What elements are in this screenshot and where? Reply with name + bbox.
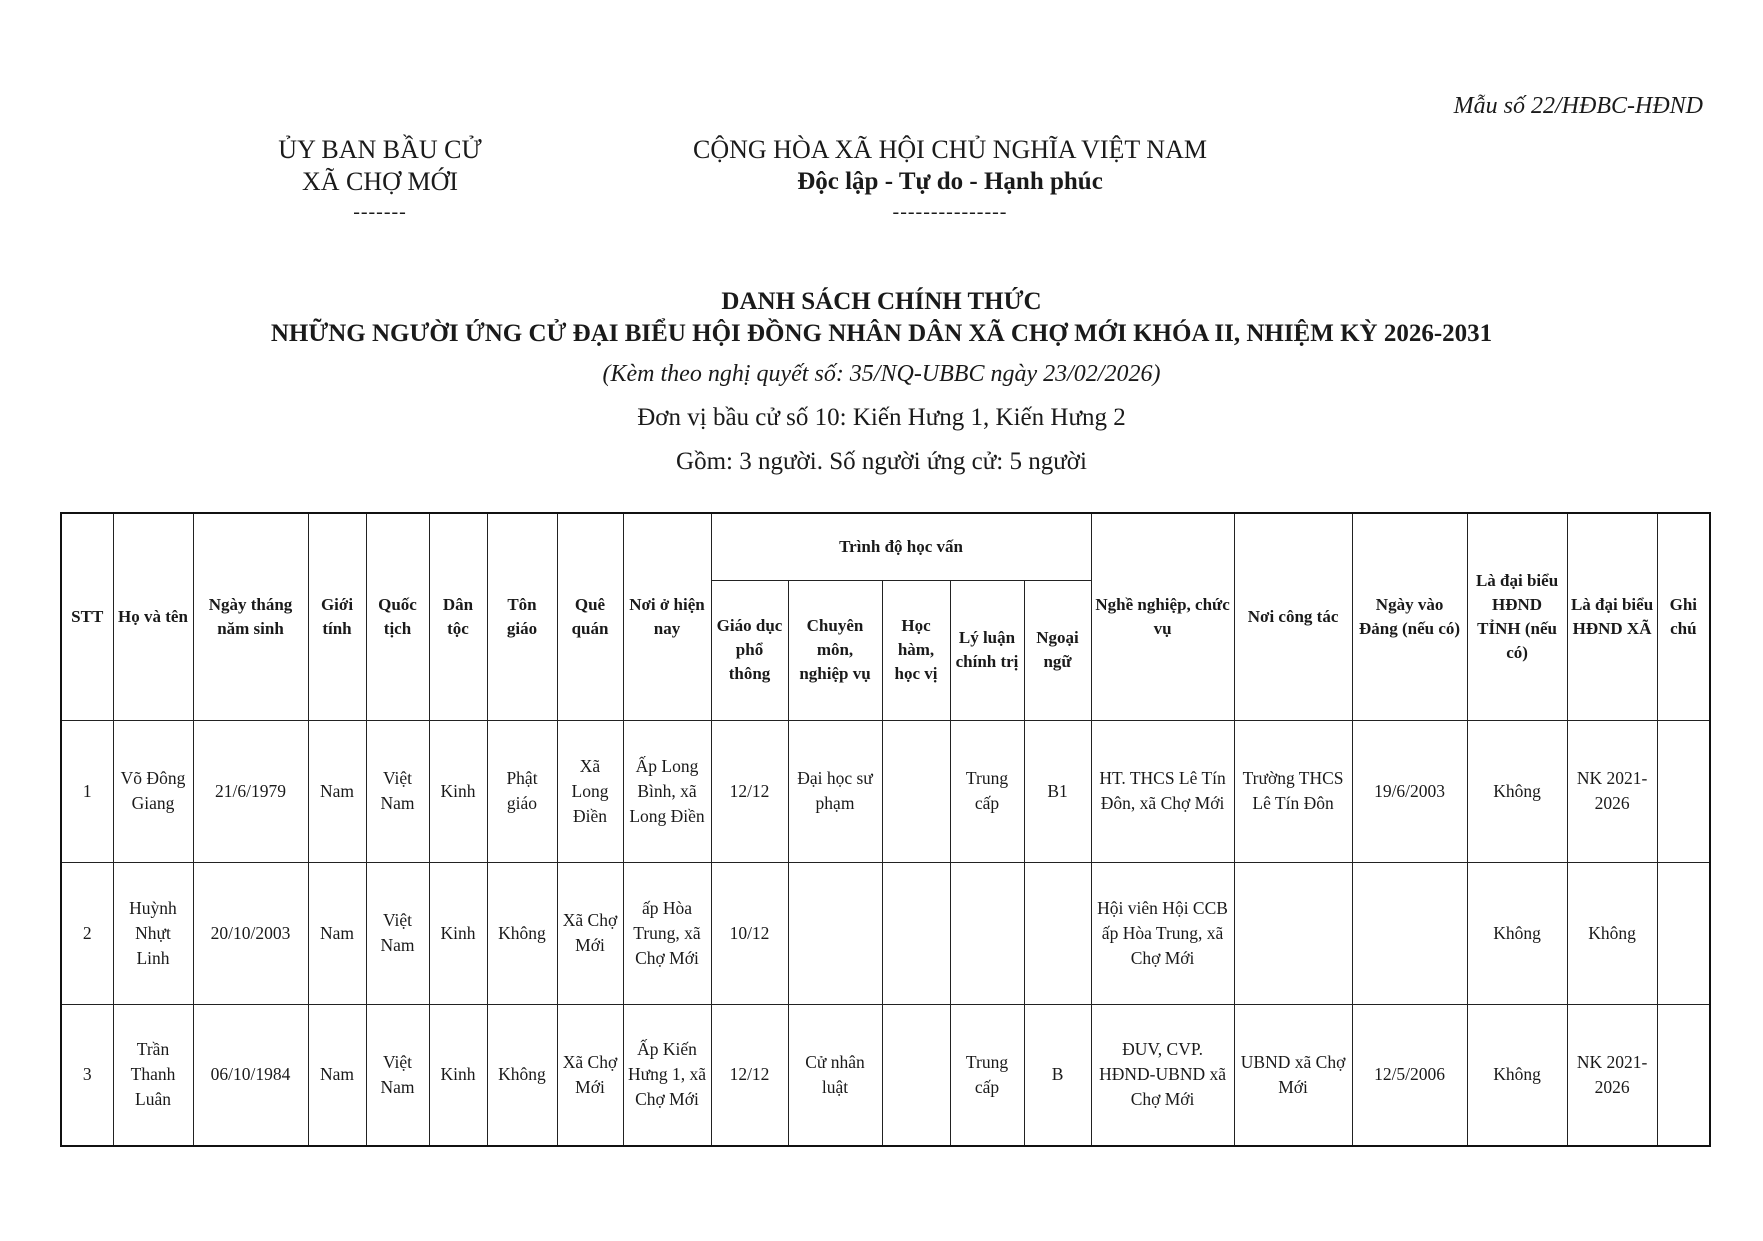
header-political: Lý luận chính trị	[950, 580, 1024, 720]
cell-commune-delegate: Không	[1567, 862, 1657, 1004]
cell-party-date	[1352, 862, 1467, 1004]
cell-academic	[882, 720, 950, 862]
header-education-group: Trình độ học vấn	[711, 513, 1091, 580]
cell-language: B1	[1024, 720, 1091, 862]
national-divider: ---------------	[892, 201, 1008, 223]
cell-specialty	[788, 862, 882, 1004]
table-row	[61, 720, 1710, 862]
cell-general-edu: 10/12	[711, 862, 788, 1004]
cell-specialty: Cử nhân luật	[788, 1004, 882, 1146]
form-number: Mẫu số 22/HĐBC-HĐND	[1453, 93, 1703, 119]
cell-dob: 21/6/1979	[193, 720, 308, 862]
cell-religion: Không	[487, 1004, 557, 1146]
cell-nationality: Việt Nam	[366, 1004, 429, 1146]
candidate-count: Gồm: 3 người. Số người ứng cử: 5 người	[676, 448, 1087, 475]
cell-stt: 1	[61, 720, 113, 862]
cell-province-delegate: Không	[1467, 720, 1567, 862]
authority-name: ỦY BAN BẦU CỬ	[278, 135, 482, 164]
cell-name: Huỳnh Nhựt Linh	[113, 862, 193, 1004]
cell-nationality: Việt Nam	[366, 862, 429, 1004]
cell-commune-delegate: NK 2021-2026	[1567, 720, 1657, 862]
cell-religion: Phật giáo	[487, 720, 557, 862]
cell-name: Võ Đông Giang	[113, 720, 193, 862]
header-stt: STT	[61, 513, 113, 720]
candidate-table	[60, 512, 1711, 1147]
document-title: DANH SÁCH CHÍNH THỨC	[721, 288, 1042, 315]
cell-occupation: Hội viên Hội CCB ấp Hòa Trung, xã Chợ Mới	[1091, 862, 1234, 1004]
authority-divider: -------	[353, 201, 407, 223]
cell-academic	[882, 862, 950, 1004]
header-hometown: Quê quán	[557, 513, 623, 720]
document-title-block	[0, 286, 1763, 484]
header-occupation: Nghề nghiệp, chức vụ	[1091, 513, 1234, 720]
table-row	[61, 1004, 1710, 1146]
cell-workplace: Trường THCS Lê Tín Đôn	[1234, 720, 1352, 862]
cell-residence: Ấp Kiến Hưng 1, xã Chợ Mới	[623, 1004, 711, 1146]
header-workplace: Nơi công tác	[1234, 513, 1352, 720]
cell-general-edu: 12/12	[711, 1004, 788, 1146]
cell-party-date: 12/5/2006	[1352, 1004, 1467, 1146]
header-party-date: Ngày vào Đảng (nếu có)	[1352, 513, 1467, 720]
national-header	[640, 134, 1260, 222]
cell-language: B	[1024, 1004, 1091, 1146]
cell-gender: Nam	[308, 1004, 366, 1146]
resolution-reference: (Kèm theo nghị quyết số: 35/NQ-UBBC ngày 23/02/2026)	[602, 361, 1161, 387]
cell-ethnicity: Kinh	[429, 862, 487, 1004]
cell-hometown: Xã Chợ Mới	[557, 1004, 623, 1146]
cell-ethnicity: Kinh	[429, 1004, 487, 1146]
cell-hometown: Xã Long Điền	[557, 720, 623, 862]
cell-residence: Ấp Long Bình, xã Long Điền	[623, 720, 711, 862]
document-subtitle: NHỮNG NGƯỜI ỨNG CỬ ĐẠI BIỂU HỘI ĐỒNG NHÂN DÂN XÃ CHỢ MỚI KHÓA II, NHIỆM KỲ 2026-2031	[270, 320, 1493, 347]
cell-dob: 20/10/2003	[193, 862, 308, 1004]
cell-language	[1024, 862, 1091, 1004]
national-motto: Độc lập - Tự do - Hạnh phúc	[797, 168, 1103, 195]
header-commune-delegate: Là đại biểu HĐND XÃ	[1567, 513, 1657, 720]
header-residence: Nơi ở hiện nay	[623, 513, 711, 720]
header-ethnicity: Dân tộc	[429, 513, 487, 720]
header-dob: Ngày tháng năm sinh	[193, 513, 308, 720]
header-name: Họ và tên	[113, 513, 193, 720]
cell-note	[1657, 862, 1710, 1004]
cell-note	[1657, 1004, 1710, 1146]
cell-religion: Không	[487, 862, 557, 1004]
cell-gender: Nam	[308, 720, 366, 862]
authority-commune: XÃ CHỢ MỚI	[302, 167, 458, 196]
header-gender: Giới tính	[308, 513, 366, 720]
cell-stt: 2	[61, 862, 113, 1004]
cell-workplace	[1234, 862, 1352, 1004]
cell-gender: Nam	[308, 862, 366, 1004]
cell-occupation: ĐUV, CVP. HĐND-UBND xã Chợ Mới	[1091, 1004, 1234, 1146]
cell-commune-delegate: NK 2021-2026	[1567, 1004, 1657, 1146]
cell-occupation: HT. THCS Lê Tín Đôn, xã Chợ Mới	[1091, 720, 1234, 862]
header-academic: Học hàm, học vị	[882, 580, 950, 720]
cell-general-edu: 12/12	[711, 720, 788, 862]
cell-party-date: 19/6/2003	[1352, 720, 1467, 862]
cell-political: Trung cấp	[950, 1004, 1024, 1146]
election-unit: Đơn vị bầu cử số 10: Kiến Hưng 1, Kiến Hưng 2	[637, 404, 1126, 431]
cell-stt: 3	[61, 1004, 113, 1146]
cell-province-delegate: Không	[1467, 1004, 1567, 1146]
cell-academic	[882, 1004, 950, 1146]
cell-residence: ấp Hòa Trung, xã Chợ Mới	[623, 862, 711, 1004]
cell-name: Trần Thanh Luân	[113, 1004, 193, 1146]
cell-ethnicity: Kinh	[429, 720, 487, 862]
header-nationality: Quốc tịch	[366, 513, 429, 720]
cell-nationality: Việt Nam	[366, 720, 429, 862]
cell-political: Trung cấp	[950, 720, 1024, 862]
cell-dob: 06/10/1984	[193, 1004, 308, 1146]
cell-specialty: Đại học sư phạm	[788, 720, 882, 862]
cell-hometown: Xã Chợ Mới	[557, 862, 623, 1004]
header-specialty: Chuyên môn, nghiệp vụ	[788, 580, 882, 720]
national-name: CỘNG HÒA XÃ HỘI CHỦ NGHĨA VIỆT NAM	[693, 135, 1207, 164]
cell-note	[1657, 720, 1710, 862]
header-general-edu: Giáo dục phổ thông	[711, 580, 788, 720]
cell-political	[950, 862, 1024, 1004]
cell-province-delegate: Không	[1467, 862, 1567, 1004]
header-religion: Tôn giáo	[487, 513, 557, 720]
header-language: Ngoại ngữ	[1024, 580, 1091, 720]
cell-workplace: UBND xã Chợ Mới	[1234, 1004, 1352, 1146]
issuing-authority-header	[210, 134, 550, 222]
table-row	[61, 862, 1710, 1004]
header-note: Ghi chú	[1657, 513, 1710, 720]
header-province-delegate: Là đại biểu HĐND TỈNH (nếu có)	[1467, 513, 1567, 720]
